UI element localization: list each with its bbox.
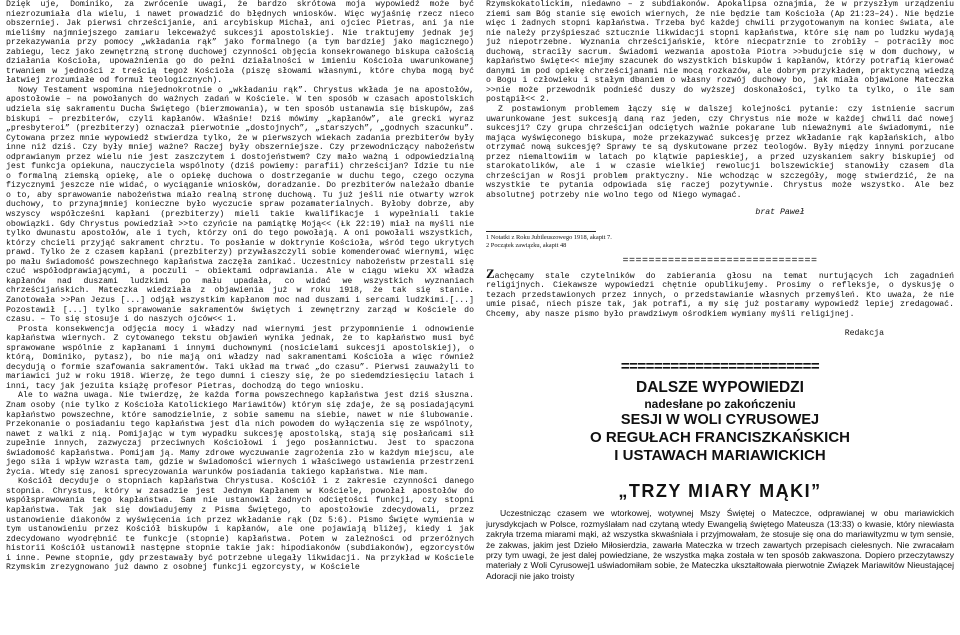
section-separator: ========================: [620, 358, 820, 376]
footnote: 1 Notatki z Roku Jubileuszowego 1918, akapit 7.: [486, 234, 612, 242]
signature: [486, 208, 954, 217]
paragraph: Kościół decyduje o stopniach kapłaństwa Chrystusa. Kościół i z zakresie czynności danego stopnia. Chrystus, który w zasadzie jest Jednym Kapłanem w Kościele, powołał apostołów do współsprawowania tego kapłaństwa. Sam nie ustanowił żadnych odciętości funkcji, czy stopni kapłaństwa. Tak jak się dowiadujemy z Pisma Świętego, to apostołowie zdecydowali, przez ustanowienie diakonów z wyświęcenia ich przez wkładanie rąk (Dz 5:6). Pismo Święte wymienia w tym ustanowieniu przez Kościół biskupów i kapłanów, ale one pojawiają bliżej, kiedy i jak zdecydowano wyodrębnić te funkcje (stopnie) kapłaństwa. Potem w zależności od przeróżnych historii Kościół ustanowił następne stopnie takie jak: hipodiakonów (subdiakonów), egzorcystów i inne. Pewne stopnie, gdy przestawały być potrzebne ulegały likwidacji. Na przykład w Kościele Rzymskim zrezygnowano już dawno z osobnej funkcji egzorcysty, w Kościele: [6, 477, 474, 573]
paragraph: Dzięk uje, Dominiko, za zwrócenie uwagi, że bardzo skrótowa moja wypowiedź może być niezrozumiała dla wielu, i nawet prowadzić do błędnych wniosków. Więc wyjaśnię rzecz nieco obszerniej. Jak pierwsi chrześcijanie, ani arcybiskup Michał, ani ojciec Pietras, ani ja nie mieliśmy najmniejszego zamiaru lekceważyć sukcesji apostolskiej. Nie traktujemy jednak jej przekazywania przy pomocy „wkładania rąk” jako formalnego (a tym bardziej jako magicznego) zabiegu, lecz jako zewnętrzną stronę duchowej czynności objęcia konsekrowanego biskupa całością działania Kościoła, upoważnienia go do pełni działalności w imieniu Kościoła uwarunkowanej trwaniem w jedności z treścią tegoż Kościoła (piszę słowami własnymi, które chyba mogą być łatwiej zrozumiałe od formuł teologicznych).: [6, 0, 474, 86]
editorial-signature: Redakcja: [844, 329, 884, 339]
signature-text: brat Paweł: [755, 208, 805, 218]
left-column: [6, 0, 474, 635]
article-title: „TRZY MIARY MĄKI”: [618, 481, 822, 502]
headline-line: nadesłane po zakończeniu: [644, 397, 796, 412]
editorial-text: achęcamy stale czytelników do zabierania głosu na temat nurtujących ich zagadnień religijnych. Ciekawsze wypowiedzi chętnie opublikujemy. Prosimy o refleksje, o dyskusję o tezach przedstawionych przez innych, o przedstawianie własnych przemyśleń. Kto uważa, że nie umie pisać, niech pisze tak, jak potrafi, a my się już postaramy wypowiedź lepiej zredagować. Chcemy, aby nasze pismo było prawdziwym ośrodkiem wymiany myśli religijnej.: [486, 271, 954, 319]
continued-article: [486, 0, 954, 200]
paragraph: Z postawionym problemem łączy się w dalszej kolejności pytanie: czy istnienie sacrum uwarunkowane jest sukcesją daną raz jeden, czy Chrystus nie może w każdej chwili dać nowej sukcesji? Czy grupa chrześcijan odciętych ważnie pokarane lub nieważnymi ale świadomymi, nie mająca wyświęconego biskupa, może przekazywać sukcesję przez wkładanie rąk kapłańskich, albo otrzymać nową sukcesję? Sprawy te są dyskutowane przez teologów. Były między innymi porzucane przez niemaltowiim w latach po klątwie papieskiej, a przed uzyskaniem sakry biskupiej od starokatolików, ale i w czasie wielkiej rewolucji bolszewickiej stanowiły czasem dla chrześcijan w Rosji problem praktyczny. Nie wchodząc w szczegóły, mogę stwierdzić, że na wszystkie te pytania odpowiada się raczej pozytywnie. Chrystus może wszystko. Ale bez absolutnej potrzeby nie wolno tego od Niego wymagać.: [486, 105, 954, 200]
footnote-rule: [486, 231, 596, 232]
paragraph: Prosta konsekwencja odjęcia mocy i władzy nad wiernymi jest przypomnienie i odnowienie kapłaństwa wiernych. Z cytowanego tekstu objawień wynika jednak, że to kapłaństwo musi być sprawowane wspólnie z kapłanami i innymi duchownymi (nosicielami sukcesji apostolskiej), o którą, Dominiko, pytasz), bo nie mają oni władzy nad sakramentami Kościoła a więc również decydują o formie szafowania sakramentów. Taki układ ma trwać „do czasu”. Pierwsi zauważyli to mariawici już w roku 1918. Wierzę, że tego dumni i cieszy się, że po siedemdziesięciu latach i inni, tacy jak jezuita książę profesor Pietras, dochodzą do tego wniosku.: [6, 324, 474, 391]
headline-line: I USTAWACH MARIAWICKICH: [614, 447, 826, 465]
editorial-note: [486, 265, 954, 320]
headline-line: SESJI W WOLI CYRUSOWEJ: [620, 412, 820, 429]
right-column: [486, 0, 954, 635]
paragraph: Uczestnicząc czasem we wtorkowej, wotywnej Mszy Świętej o Mateczce, odprawianej w obu mariawickich jurysdykcjach w Polsce, rozmyślałam nad czytaną wtedy Ewangelią świętego Mateusza (13:33) o kwasie, który niewiasta zakryła trzema miarami mąki, aż wszystka skwaśniała i przyjmowałam, że stosuje się ona do mariawityzmu w tym sensie, że zakwas, jakim jest Dzieło Miłosierdzia, zawarła Mateczka w trzech zawartych przepisach cielesnych. Nie zwracałam przy tym uwagi, że jest dalej powiedziane, że wszystka mąka została w ten sposób zakwaszona. Dopiero przeczytawszy materiały z Woli Cyrusowej1 uświadomiłam sobie, że Mateczka ukształtowała pierwotnie Związek Mariawitów Nieustającej Adoracji nie jako troisty: [486, 508, 954, 581]
paragraph: Ale to ważna uwaga. Nie twierdzę, że każda forma powszechnego kapłaństwa jest dziś słuszna. Znam osoby (nie tylko z Kościoła Katolickiego Mariawitów) którym się zdaje, że są posiadającymi kapłaństwo powszechne, które samodzielnie, z sobie samemu na siebie, nawet w nie ślubowanie. Przekonanie o posiadaniu tego kapłaństwa jest dla nich powodem do wyłączenia się ze wspólnoty, nawet z walki z nią. Pomijając w tym wypadku sukcesję apostolską, stają się posłańcami sił zupełnie innych, zazwyczaj przeciwnych Kościołowi i jego posłannictwu. Jest to spaczona świadomość kapłaństwa. Pomijam ją. Mamy zdrowe wyczuwanie zagrożenia zło w każdym miejscu, ale jego siła i wpływ wzrasta tam, gdzie w świadomości wiernych i właściwego ustawienia przestrzeni życia. Wtedy się zanosi sprecyzowania warunków posiadania takiego kapłaństwa. Nie mam.: [6, 391, 474, 477]
paragraph: Rzymskokatolickim, niedawno – z subdiakonów. Apokalipsa oznajmia, że w przyszłym urządzeniu ziemi sam Bóg stanie się ewoich wiernych, że nie będzie tam Kościoła (Ap 21:23–24). Nie będzie więc i żadnych stopni kapłaństwa. Trzeba być każdej chwili przygotowanym na koniec świata, ale nie należy przyśpieszać sztucznie likwidacji stopni kapłaństwa, które się nam po ludzku wydają już niepotrzebne. Wyznania chrześcijańskie, które niecpatrznie to zrobiły – potraciły moc duchową, straciły sacrum. Świadomi wezwania apostoła Piotra >>budujcie się w dom duchowy, w kapłaństwo święte<< miejmy szacunek do wszystkich biskupów i kapłanów, którzy potrafią kierować danymi im pod opiekę chrześcijanami nie mocą rozkazów, ale dobrym przykładem, praktyczną wiedzą o Bogu i człowieku i stałym dbaniem o własny rozwój duchowy bo, jak miała objawione Mateczka >>nie może przewodnik podnieść duszy do wyższej doskonałości, tylko ta tylko, o ile sam postąpił<< 2.: [486, 0, 954, 105]
separator: ==============================: [622, 255, 818, 267]
footnote: 2 Początek zawiązku, akapit 48: [486, 242, 567, 250]
paragraph: Nowy Testament wspomina niejednokrotnie o „wkładaniu rąk”. Chrystus wkłada je na apostołów, apostołowie – na powołanych do ważnych zadań w Kościele. W ten sposób w czasach apostolskich udziela się sakramentu Ducha Świętego (bierzmowania), w ten sposób ustanawia się biskupów, zaś biskupi – prezbiterów, czyli kapłanów. Właśnie! Dziś mówimy „kapłanów”, ale grecki wyraz „presbyteroi” (prezbiterzy) oznaczał pierwotnie „dostojnych”, „starszych”, „godnych szacunku”. Cytowana przez mnie wypowiedź stwierdza tylko, że w pierwszych wiekach zadania prezbiterów były inne niż dziś. Czy były mniej ważne? Raczej były obszerniejsze. Czy przewodniczący nabożeństw odprawianym przez wielu nie jest zaszczytem i dostojeństwem? Czy mało ważną i odpowiedzialną jest funkcja opiekuna, nauczyciela wspólnoty (dziś powiemy: parafii) chrześcijan? Idzie tu nie o formalną ziemską opiekę, ale o opiekę duchowa o dostrzeganie w duchu tego, czego oczyma fizycznymi jeszcze nie widać, o wyciąganie wniosków, doradzanie. Do prezbiterów należało dbanie o to, aby sprawowanie nabożeństwa miało realną stronę duchową. Tu już jeśli nie otwarty wzrok duchowy, to przynajmniej konieczne było wyczucie spraw pozamaterialnych. Byłoby dobrze, aby wszyscy współcześni kapłani (prezbiterzy) mieli takie kwalifikacje i wypełniali takie obowiązki. Gdy Chrystus powiedział >>to czyńcie na pamiątkę Moją<< (Łk 22:19) miał na myśli nie tylko dwunastu apostołów, ale i tych, którzy oni do tego powołają. A oni powołali wszystkich, którzy chcieli przyjąć sakrament chrztu. To posłanie w doktrynie Kościoła, wśród tego ukrytych prawd. Tylko że z czasem kapłani (prezbiterzy) przywłaszczyli sobie komenderować wiernymi, więc po mału świadomość powszechnego kapłaństwa zaczęła zanikać. Uczestnicy nabożeństw przestali się czuć współodprawiającymi, a poczuli – obiektami odprawiania. Ale w ciągu wieku XX władza kapłanów nad duszami ludzkimi po mału upadała, co widać we wszystkich wyznaniach chrześcijańskich. Mateczka wiedziała z objawienia już w roku 1918, że tak się stanie. Zanotowała >>Pan Jezus [...] odjął wszystkim kapłanom moc nad duszami i sercami ludzkimi.[...] Pozostawił [...] tylko sprawowanie sakramentów świętych i zewnętrzny zarząd w Kościele do czasu. – To się stosuje i do naszych ojców<< 1.: [6, 85, 474, 325]
dropcap: Z: [486, 265, 495, 281]
headline-line: O REGUŁACH FRANCISZKAŃSKICH: [590, 429, 850, 447]
article-body: [486, 508, 954, 581]
headline-line: DALSZE WYPOWIEDZI: [636, 379, 804, 397]
